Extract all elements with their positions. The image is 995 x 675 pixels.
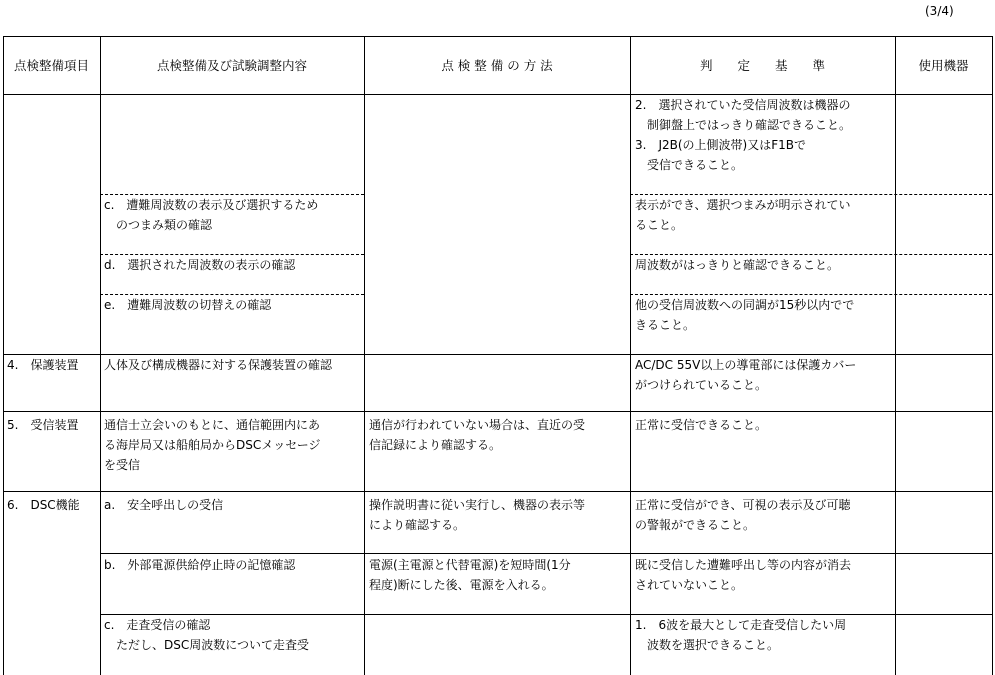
- criteria-line: 受信できること。: [635, 158, 744, 172]
- page-number: (3/4): [925, 4, 954, 18]
- criteria-line: がつけられていること。: [635, 378, 768, 392]
- content-line: を受信: [104, 458, 141, 472]
- row-divider: [3, 411, 992, 412]
- header-item: 点検整備項目: [13, 58, 89, 73]
- content-line: 通信士立会いのもとに、通信範囲内にあ: [104, 418, 321, 432]
- content-line: ただし、DSC周波数について走査受: [104, 638, 309, 652]
- criteria-line: 正常に受信ができ、可視の表示及び可聴: [635, 498, 851, 512]
- column-divider: [100, 36, 101, 675]
- method-line: 電源(主電源と代替電源)を短時間(1分: [369, 558, 571, 572]
- content-line: 人体及び構成機器に対する保護装置の確認: [104, 358, 333, 372]
- criteria-line: の警報ができること。: [635, 518, 756, 532]
- criteria-line: 1. 6波を最大として走査受信したい周: [635, 618, 847, 632]
- method-line: 操作説明書に従い実行し、機器の表示等: [369, 498, 586, 512]
- content-line: b. 外部電源供給停止時の記憶確認: [104, 558, 296, 572]
- method-line: 信記録により確認する。: [369, 438, 502, 452]
- column-divider: [992, 36, 993, 675]
- criteria-line: 3. J2B(の上側波帯)又はF1Bで: [635, 138, 806, 152]
- header-method: 点 検 整 備 の 方 法: [441, 58, 553, 73]
- content-line: e. 遭難周波数の切替えの確認: [104, 298, 272, 312]
- criteria-line: きること。: [635, 318, 696, 332]
- column-divider: [895, 36, 896, 675]
- content-line: c. 遭難周波数の表示及び選択するため: [104, 198, 319, 212]
- header-equipment: 使用機器: [918, 58, 969, 73]
- item-label: 4. 保護装置: [7, 358, 79, 372]
- method-line: 程度)断にした後、電源を入れる。: [369, 578, 554, 592]
- criteria-line: 制御盤上ではっきり確認できること。: [635, 118, 852, 132]
- row-divider: [100, 614, 992, 615]
- criteria-line: 2. 選択されていた受信周波数は機器の: [635, 98, 851, 112]
- criteria-line: AC/DC 55V以上の導電部には保護カバー: [635, 358, 857, 372]
- item-label: 5. 受信装置: [7, 418, 79, 432]
- header-criteria: 判 定 基 準: [699, 58, 825, 73]
- content-line: のつまみ類の確認: [104, 218, 213, 232]
- row-divider: [3, 491, 992, 492]
- row-divider: [100, 553, 992, 554]
- criteria-line: されていないこと。: [635, 578, 744, 592]
- header-content: 点検整備及び試験調整内容: [156, 58, 307, 73]
- criteria-line: 波数を選択できること。: [635, 638, 780, 652]
- column-divider: [630, 36, 631, 675]
- content-line: c. 走査受信の確認: [104, 618, 211, 632]
- criteria-line: 正常に受信できること。: [635, 418, 768, 432]
- column-divider: [364, 36, 365, 675]
- method-line: 通信が行われていない場合は、直近の受: [369, 418, 586, 432]
- content-line: a. 安全呼出しの受信: [104, 498, 224, 512]
- column-divider: [3, 36, 4, 675]
- criteria-line: 他の受信周波数への同調が15秒以内でで: [635, 298, 855, 312]
- criteria-line: 周波数がはっきりと確認できること。: [635, 258, 840, 272]
- criteria-line: ること。: [635, 218, 684, 232]
- content-line: る海岸局又は船舶局からDSCメッセージ: [104, 438, 321, 452]
- content-line: d. 選択された周波数の表示の確認: [104, 258, 296, 272]
- method-line: により確認する。: [369, 518, 466, 532]
- item-label: 6. DSC機能: [7, 498, 80, 512]
- criteria-line: 表示ができ、選択つまみが明示されてい: [635, 198, 851, 212]
- criteria-line: 既に受信した遭難呼出し等の内容が消去: [635, 558, 852, 572]
